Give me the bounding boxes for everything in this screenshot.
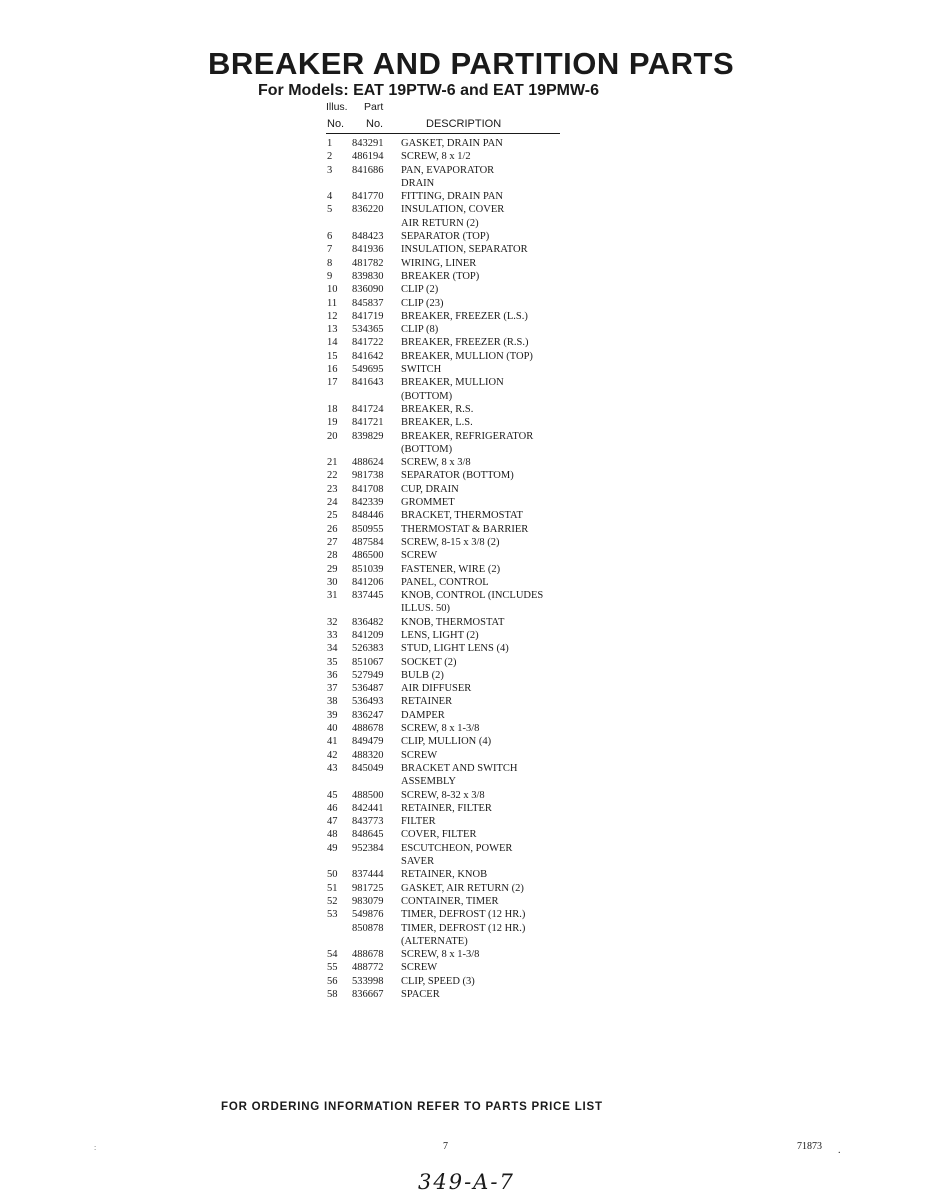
part-number: 533998: [352, 975, 384, 987]
table-row: [327, 483, 567, 496]
illus-header: Illus.: [326, 101, 348, 113]
part-description: GASKET, DRAIN PAN: [401, 138, 503, 149]
table-row: [327, 230, 567, 243]
part-number: 836482: [352, 616, 384, 628]
table-row: [327, 164, 567, 177]
illus-number: 54: [327, 949, 338, 961]
table-row: [327, 802, 567, 815]
table-row: [327, 629, 567, 642]
part-number: 837445: [352, 590, 384, 602]
part-description: BRACKET, THERMOSTAT: [401, 510, 523, 522]
part-description: SCREW, 8 x 3/8: [401, 457, 471, 469]
part-description: BREAKER, REFRIGERATOR: [401, 430, 534, 442]
part-description: FASTENER, WIRE (2): [401, 563, 501, 575]
table-row: [327, 496, 567, 509]
part-number: 839829: [352, 430, 384, 442]
part-number: 841686: [352, 164, 384, 176]
part-description: RETAINER: [401, 696, 453, 708]
table-row: [327, 270, 567, 283]
table-row-continuation: [327, 390, 567, 403]
part-number: 488500: [352, 789, 384, 801]
part-description: (BOTTOM): [401, 443, 453, 455]
table-row: [327, 669, 567, 682]
part-description: SCREW: [401, 550, 438, 562]
part-description: GASKET, AIR RETURN (2): [401, 882, 524, 894]
part-description: CUP, DRAIN: [401, 483, 459, 495]
illus-number: 9: [327, 270, 333, 282]
table-row: [327, 430, 567, 443]
part-description: RETAINER, FILTER: [401, 802, 492, 814]
part-number: 488772: [352, 962, 384, 974]
table-row: [327, 616, 567, 629]
part-description: CLIP (2): [401, 284, 439, 296]
part-description: BREAKER, MULLION (TOP): [401, 350, 533, 362]
table-row: [327, 150, 567, 163]
illus-number: 25: [327, 510, 338, 522]
part-description: KNOB, THERMOSTAT: [401, 616, 505, 628]
part-number: 841770: [352, 191, 384, 203]
part-number: 843291: [352, 138, 384, 149]
part-description: SCREW, 8-15 x 3/8 (2): [401, 536, 500, 548]
part-number: 486500: [352, 550, 384, 562]
ordering-info-footer: FOR ORDERING INFORMATION REFER TO PARTS PRICE LIST: [221, 1101, 603, 1113]
table-row-continuation: [327, 855, 567, 868]
part-number: 836220: [352, 204, 384, 216]
table-row: [327, 709, 567, 722]
table-row: [327, 828, 567, 841]
illus-number: 18: [327, 403, 338, 415]
table-row: [327, 283, 567, 296]
handwritten-note: 349-A-7: [418, 1170, 515, 1194]
part-number: 536493: [352, 696, 384, 708]
part-description: TIMER, DEFROST (12 HR.): [401, 909, 526, 921]
illus-number: 10: [327, 284, 338, 296]
table-row: [327, 536, 567, 549]
part-number: 534365: [352, 324, 384, 336]
part-description: SEPARATOR (BOTTOM): [401, 470, 514, 482]
part-number: 488678: [352, 723, 384, 735]
part-number: 842441: [352, 802, 384, 814]
part-description: COVER, FILTER: [401, 829, 477, 841]
part-description: KNOB, CONTROL (INCLUDES: [401, 590, 544, 602]
description-header: DESCRIPTION: [426, 118, 502, 130]
illus-number: 36: [327, 669, 338, 681]
part-number: 851039: [352, 563, 384, 575]
part-number: 488320: [352, 749, 384, 761]
table-row: [327, 762, 567, 775]
part-description: AIR DIFFUSER: [401, 683, 472, 695]
illus-number: 26: [327, 523, 338, 535]
parts-list: [327, 137, 567, 1001]
part-description: GROMMET: [401, 497, 455, 509]
illus-number: 40: [327, 723, 338, 735]
table-row-continuation: [327, 602, 567, 615]
table-row: [327, 749, 567, 762]
illus-number: 23: [327, 483, 338, 495]
illus-number: 4: [327, 191, 333, 203]
part-description: BREAKER, MULLION: [401, 377, 504, 389]
part-description: SOCKET (2): [401, 656, 457, 668]
table-row: [327, 642, 567, 655]
part-description: FILTER: [401, 816, 436, 828]
part-description: SCREW, 8 x 1/2: [401, 151, 471, 163]
part-number: 841206: [352, 576, 384, 588]
table-row: [327, 523, 567, 536]
part-description: BREAKER, R.S.: [401, 403, 474, 415]
part-description: SEPARATOR (TOP): [401, 231, 490, 243]
part-number: 526383: [352, 643, 384, 655]
illus-number: 27: [327, 536, 338, 548]
part-number: 488678: [352, 949, 384, 961]
part-number: 836247: [352, 709, 384, 721]
part-number: 848645: [352, 829, 384, 841]
part-description: BULB (2): [401, 669, 444, 681]
part-number: 850955: [352, 523, 384, 535]
illus-number: 56: [327, 975, 338, 987]
illus-number: 46: [327, 802, 338, 814]
part-description: CLIP, SPEED (3): [401, 975, 475, 987]
table-row: [327, 509, 567, 522]
part-number: 850878: [352, 922, 384, 934]
illus-number: 6: [327, 231, 333, 243]
part-number: 841642: [352, 350, 384, 362]
table-row: [327, 988, 567, 1001]
part-description: SCREW, 8 x 1-3/8: [401, 949, 480, 961]
table-row: [327, 908, 567, 921]
part-number: 841643: [352, 377, 384, 389]
table-row: [327, 656, 567, 669]
illus-number: 13: [327, 324, 338, 336]
table-row: [327, 323, 567, 336]
part-description: BREAKER, FREEZER (L.S.): [401, 310, 528, 322]
models-subtitle: For Models: EAT 19PTW-6 and EAT 19PMW-6: [258, 82, 600, 99]
part-description: WIRING, LINER: [401, 257, 477, 269]
part-header: Part: [364, 101, 384, 113]
part-description: BRACKET AND SWITCH: [401, 762, 518, 774]
illus-number: 31: [327, 590, 338, 602]
part-no-header: No.: [366, 118, 384, 130]
table-row: [327, 469, 567, 482]
table-row-continuation: [327, 935, 567, 948]
part-number: 481782: [352, 257, 384, 269]
illus-number: 22: [327, 470, 338, 482]
part-number: 486194: [352, 151, 384, 163]
illus-number: 17: [327, 377, 338, 389]
part-description: ESCUTCHEON, POWER: [401, 842, 513, 854]
part-description: SAVER: [401, 856, 435, 868]
illus-no-header: No.: [327, 118, 345, 130]
part-description: DRAIN: [401, 177, 435, 189]
illus-number: 51: [327, 882, 338, 894]
part-description: ILLUS. 50): [401, 603, 450, 615]
part-description: AIR RETURN (2): [401, 217, 479, 229]
table-row: [327, 842, 567, 855]
part-description: SWITCH: [401, 364, 442, 376]
scan-mark: .: [838, 1145, 841, 1156]
part-number: 848423: [352, 231, 384, 243]
illus-number: 1: [327, 138, 333, 149]
illus-number: 48: [327, 829, 338, 841]
illus-number: 39: [327, 709, 338, 721]
part-number: 549695: [352, 364, 384, 376]
table-row-continuation: [327, 177, 567, 190]
table-row: [327, 336, 567, 349]
part-number: 527949: [352, 669, 384, 681]
page-number: 7: [443, 1141, 448, 1152]
illus-number: 45: [327, 789, 338, 801]
illus-number: 49: [327, 842, 338, 854]
part-description: PAN, EVAPORATOR: [401, 164, 495, 176]
illus-number: 16: [327, 364, 338, 376]
illus-number: 7: [327, 244, 333, 256]
part-number: 981738: [352, 470, 384, 482]
part-description: CONTAINER, TIMER: [401, 895, 499, 907]
table-row: [327, 882, 567, 895]
scan-mark-left: :: [94, 1143, 97, 1152]
table-row-continuation: [327, 443, 567, 456]
table-row: [327, 297, 567, 310]
part-description: CLIP (8): [401, 324, 439, 336]
table-row: [327, 363, 567, 376]
part-number: 845837: [352, 297, 384, 309]
table-row: [327, 961, 567, 974]
illus-number: 37: [327, 683, 338, 695]
illus-number: 28: [327, 550, 338, 562]
table-row: [327, 549, 567, 562]
illus-number: 29: [327, 563, 338, 575]
illus-number: 5: [327, 204, 333, 216]
table-row: [327, 257, 567, 270]
part-number: 845049: [352, 762, 384, 774]
part-description: BREAKER, FREEZER (R.S.): [401, 337, 529, 349]
table-row: [327, 895, 567, 908]
table-row: [327, 975, 567, 988]
part-description: SCREW: [401, 962, 438, 974]
part-description: THERMOSTAT & BARRIER: [401, 523, 529, 535]
part-number: 488624: [352, 457, 384, 469]
table-row: [327, 310, 567, 323]
document-code: 71873: [797, 1141, 822, 1152]
illus-number: 50: [327, 869, 338, 881]
illus-number: 15: [327, 350, 338, 362]
table-row: [327, 589, 567, 602]
part-number: 841708: [352, 483, 384, 495]
part-description: INSULATION, SEPARATOR: [401, 244, 528, 256]
part-description: STUD, LIGHT LENS (4): [401, 643, 509, 655]
part-number: 849479: [352, 736, 384, 748]
table-row: [327, 350, 567, 363]
part-description: PANEL, CONTROL: [401, 576, 489, 588]
part-description: CLIP (23): [401, 297, 444, 309]
illus-number: 21: [327, 457, 338, 469]
part-number: 983079: [352, 895, 384, 907]
table-row: [327, 722, 567, 735]
illus-number: 12: [327, 310, 338, 322]
part-number: 536487: [352, 683, 384, 695]
table-row: [327, 563, 567, 576]
table-row: [327, 695, 567, 708]
illus-number: 33: [327, 629, 338, 641]
table-row: [327, 735, 567, 748]
part-description: SCREW, 8-32 x 3/8: [401, 789, 485, 801]
illus-number: 34: [327, 643, 338, 655]
illus-number: 53: [327, 909, 338, 921]
table-row: [327, 416, 567, 429]
illus-number: 14: [327, 337, 338, 349]
table-row-continuation: [327, 217, 567, 230]
part-description: CLIP, MULLION (4): [401, 736, 492, 748]
table-row: [327, 682, 567, 695]
part-description: (BOTTOM): [401, 390, 453, 402]
part-number: 851067: [352, 656, 384, 668]
illus-number: 30: [327, 576, 338, 588]
table-row: [327, 243, 567, 256]
illus-number: 24: [327, 497, 338, 509]
part-description: TIMER, DEFROST (12 HR.): [401, 922, 526, 934]
part-description: ASSEMBLY: [401, 776, 456, 788]
part-description: BREAKER, L.S.: [401, 417, 473, 429]
part-number: 841719: [352, 310, 384, 322]
table-row: [327, 456, 567, 469]
illus-number: 20: [327, 430, 338, 442]
part-number: 843773: [352, 816, 384, 828]
part-number: 841936: [352, 244, 384, 256]
table-row: [327, 137, 567, 150]
illus-number: 35: [327, 656, 338, 668]
column-headers: [326, 118, 560, 134]
part-number: 836090: [352, 284, 384, 296]
table-row: [327, 376, 567, 389]
part-description: RETAINER, KNOB: [401, 869, 488, 881]
table-row-continuation: [327, 775, 567, 788]
table-row: [327, 190, 567, 203]
part-number: 841722: [352, 337, 384, 349]
part-description: BREAKER (TOP): [401, 270, 480, 282]
part-description: SPACER: [401, 989, 440, 1000]
part-number: 549876: [352, 909, 384, 921]
part-description: SCREW, 8 x 1-3/8: [401, 723, 480, 735]
part-description: FITTING, DRAIN PAN: [401, 191, 503, 203]
table-row: [327, 789, 567, 802]
table-row: [327, 576, 567, 589]
illus-number: 52: [327, 895, 338, 907]
part-description: LENS, LIGHT (2): [401, 629, 479, 641]
part-number: 487584: [352, 536, 384, 548]
illus-number: 2: [327, 151, 333, 163]
table-row: [327, 922, 567, 935]
part-number: 848446: [352, 510, 384, 522]
part-number: 836667: [352, 989, 384, 1000]
part-number: 842339: [352, 497, 384, 509]
table-row: [327, 815, 567, 828]
part-description: (ALTERNATE): [401, 935, 468, 947]
table-row: [327, 403, 567, 416]
part-number: 841721: [352, 417, 384, 429]
illus-number: 19: [327, 417, 338, 429]
illus-number: 58: [327, 989, 338, 1000]
part-description: INSULATION, COVER: [401, 204, 505, 216]
table-row: [327, 948, 567, 961]
illus-number: 32: [327, 616, 338, 628]
page-title: BREAKER AND PARTITION PARTS: [208, 46, 735, 81]
table-row: [327, 868, 567, 881]
part-number: 981725: [352, 882, 384, 894]
illus-number: 38: [327, 696, 338, 708]
part-description: DAMPER: [401, 709, 445, 721]
illus-number: 55: [327, 962, 338, 974]
illus-number: 11: [327, 297, 338, 309]
part-description: SCREW: [401, 749, 438, 761]
illus-number: 47: [327, 816, 338, 828]
column-header-top: [326, 101, 383, 113]
table-row: [327, 203, 567, 216]
part-number: 837444: [352, 869, 384, 881]
illus-number: 43: [327, 762, 338, 774]
part-number: 841724: [352, 403, 384, 415]
illus-number: 3: [327, 164, 333, 176]
illus-number: 41: [327, 736, 338, 748]
illus-number: 8: [327, 257, 333, 269]
illus-number: 42: [327, 749, 338, 761]
part-number: 839830: [352, 270, 384, 282]
part-number: 952384: [352, 842, 384, 854]
part-number: 841209: [352, 629, 384, 641]
